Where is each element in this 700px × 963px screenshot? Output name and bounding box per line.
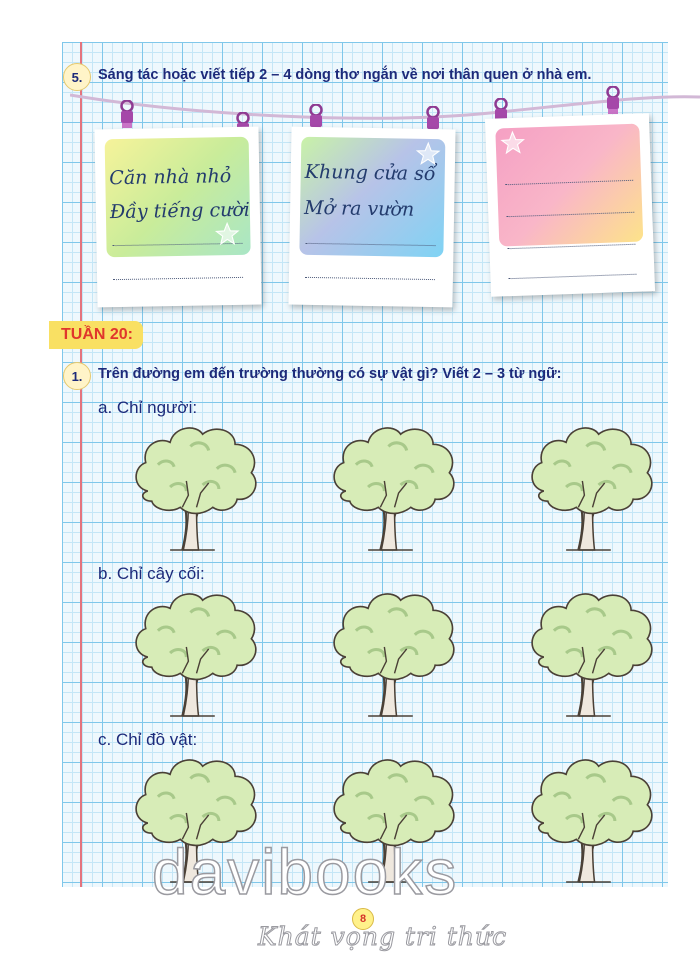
tree-icon[interactable] <box>524 420 659 552</box>
poem-card-1 <box>94 127 261 308</box>
part-a-label: a. Chỉ người: <box>98 398 198 417</box>
poem-card-2 <box>288 127 455 308</box>
poem-line-1: Căn nhà nhỏ <box>109 165 232 190</box>
margin-line <box>80 42 82 887</box>
exercise-5-prompt: Sáng tác hoặc viết tiếp 2 – 4 dòng thơ ngắn về nơi thân quen ở nhà em. <box>98 67 592 83</box>
clothespin-icon <box>117 100 137 130</box>
exercise-1-prompt: Trên đường em đến trường thường có sự vật gì? Viết 2 – 3 từ ngữ: <box>98 366 562 382</box>
exercise-1-number: 1. <box>63 362 91 390</box>
exercise-5-number: 5. <box>63 63 91 91</box>
poem-line-2: Đầy tiếng cười <box>109 198 251 224</box>
poem-line-1: Khung cửa sổ <box>304 160 436 186</box>
week-label: TUẦN 20: <box>49 321 143 349</box>
writing-line[interactable] <box>113 277 243 280</box>
writing-line[interactable] <box>305 277 435 280</box>
tree-icon[interactable] <box>128 420 263 552</box>
part-b-label: b. Chỉ cây cối: <box>98 564 205 583</box>
page-number: 8 <box>352 908 374 930</box>
clothespin-icon <box>603 86 623 116</box>
tree-icon[interactable] <box>524 752 659 884</box>
star-icon <box>214 221 240 247</box>
part-c-label: c. Chỉ đồ vật: <box>98 730 198 749</box>
tree-icon[interactable] <box>326 420 461 552</box>
writing-line[interactable] <box>509 274 637 279</box>
tree-icon[interactable] <box>524 586 659 718</box>
tree-icon[interactable] <box>128 586 263 718</box>
star-icon <box>415 141 441 167</box>
watermark-brand: davibooks <box>152 836 459 908</box>
star-icon <box>499 130 526 157</box>
poem-card-3 <box>485 113 655 297</box>
tree-icon[interactable] <box>326 586 461 718</box>
watermark-slogan: Khát vọng tri thức <box>258 922 508 951</box>
poem-line-2: Mở ra vườn <box>303 196 415 221</box>
